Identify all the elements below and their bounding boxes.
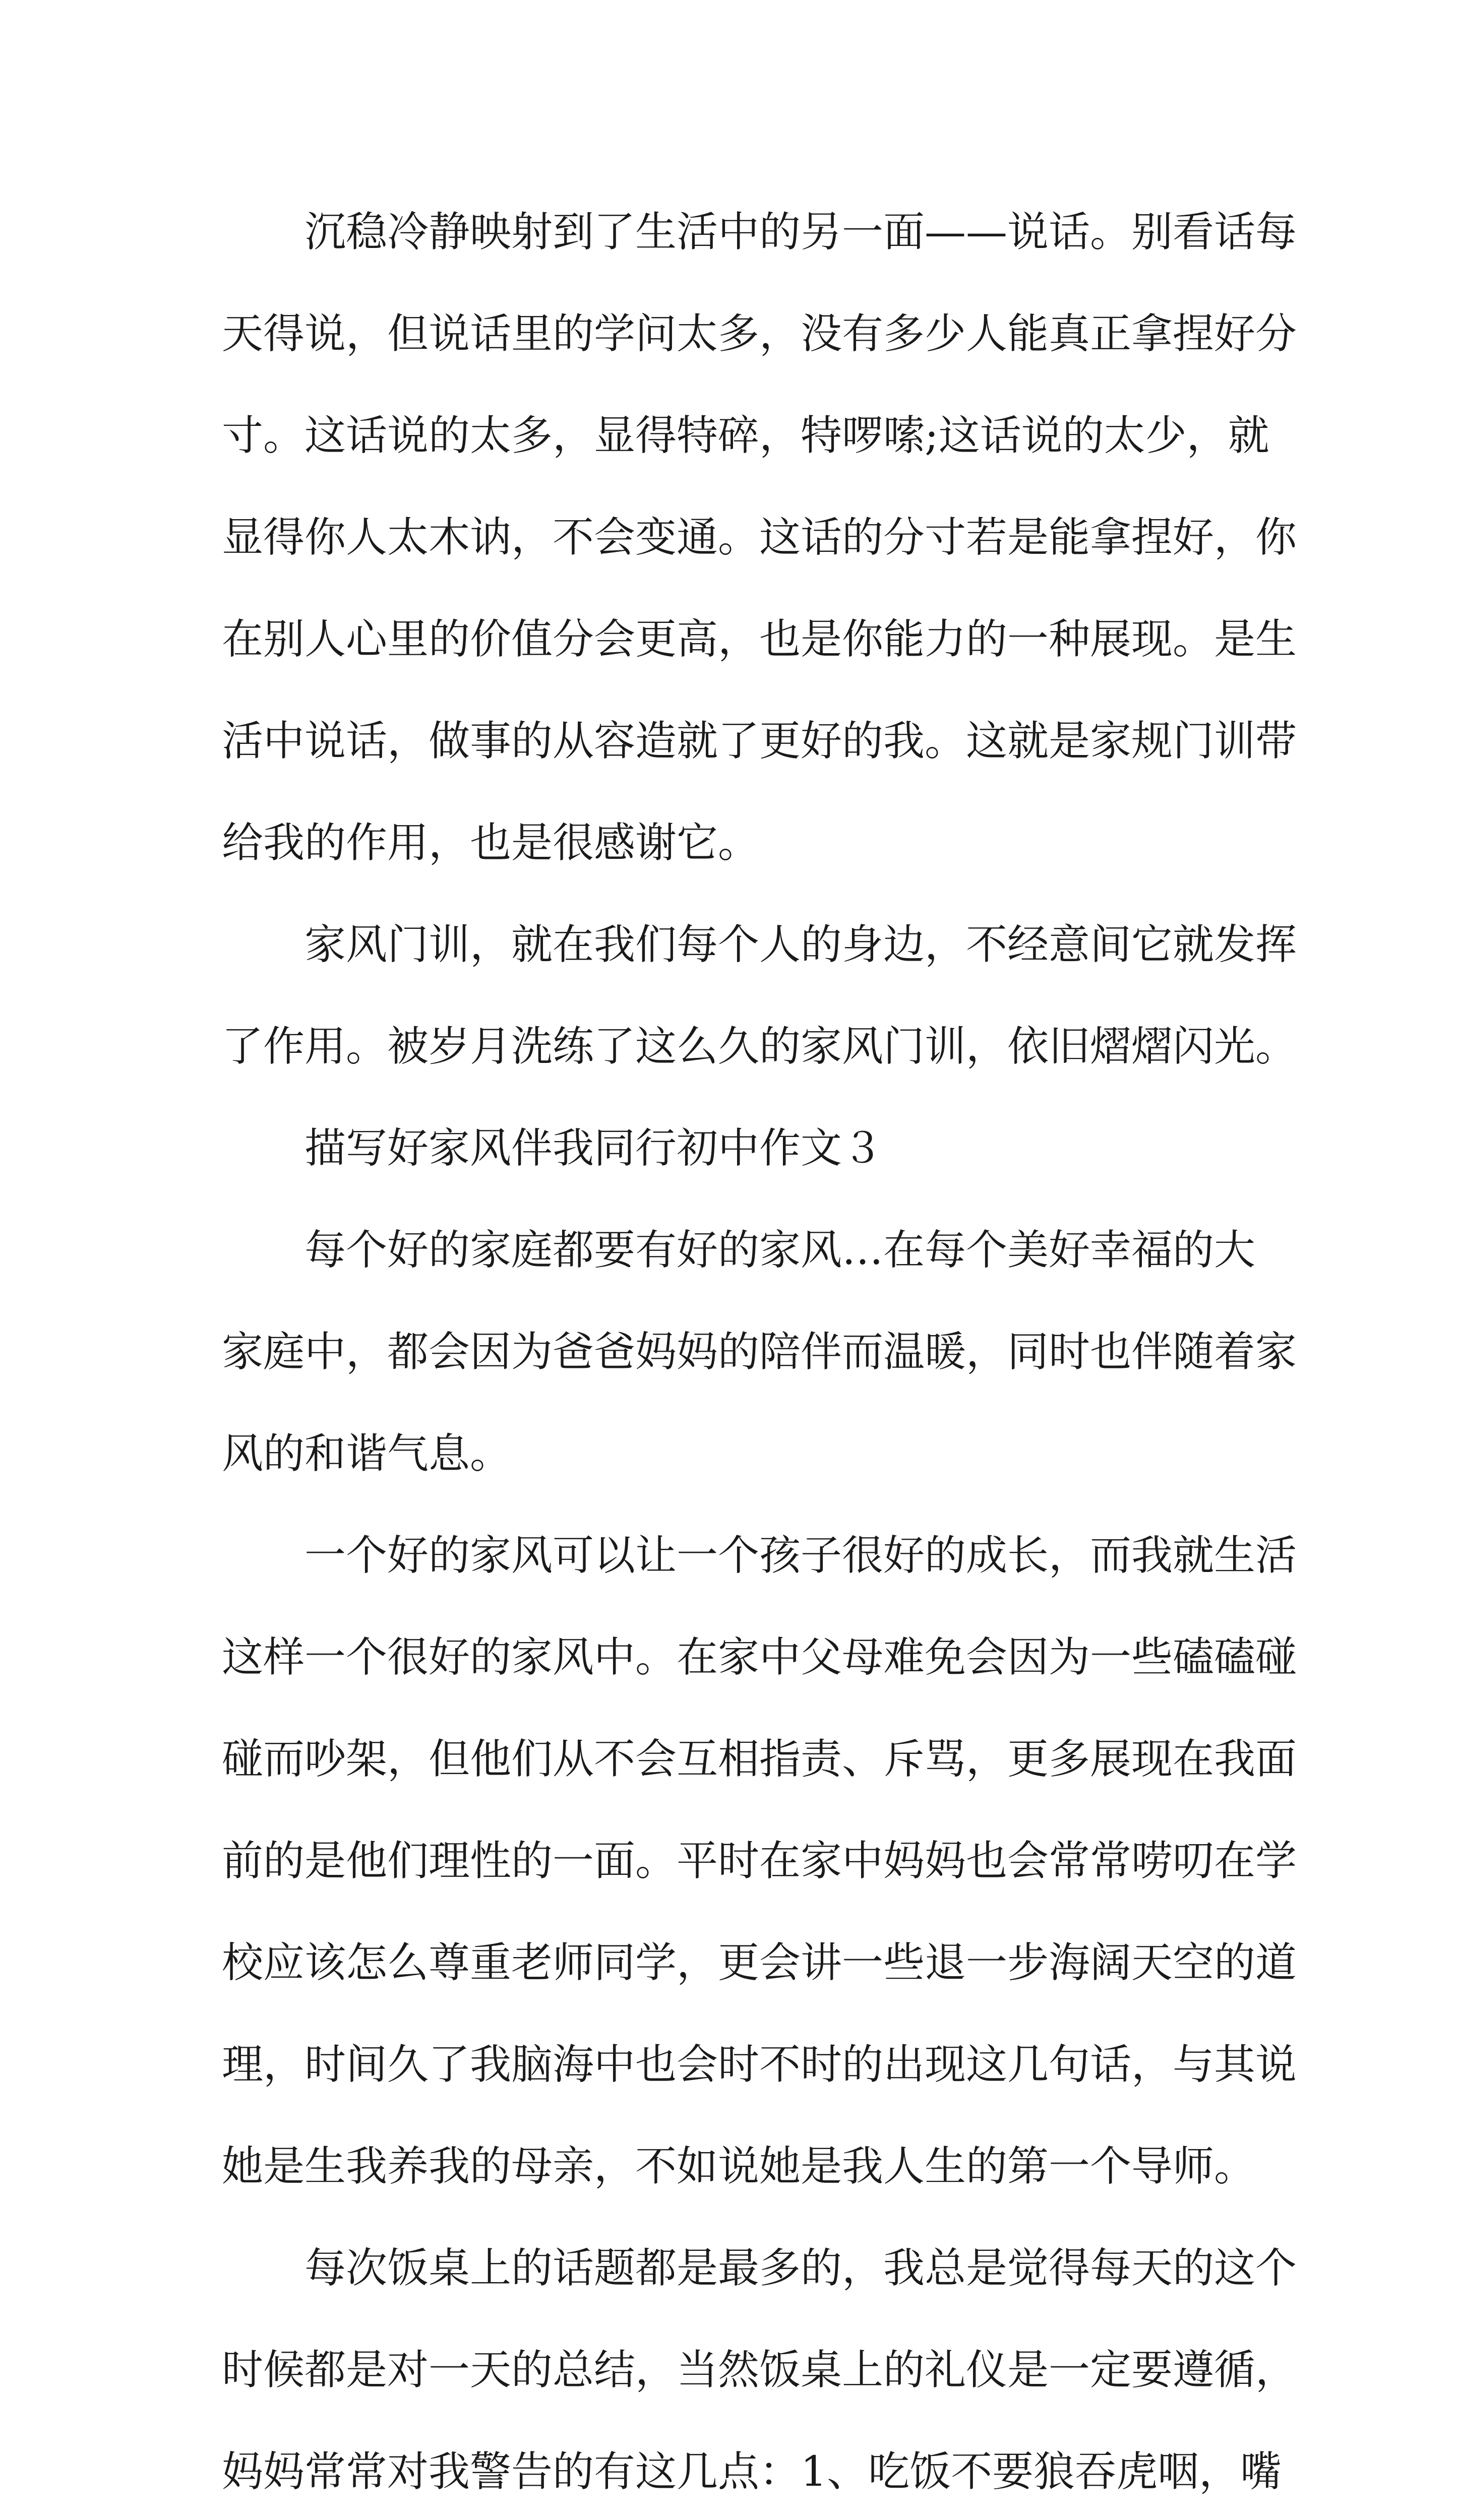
text-line: 风的和谐气息。 <box>222 1430 512 1478</box>
text-line: 家庭中，都会因为爸爸妈妈的陪伴而温暖，同时也伴随着家 <box>222 1328 1297 1376</box>
document-body <box>222 181 1297 2520</box>
text-line: 每次饭桌上的话题都是最多的，我总是觉得每天的这个 <box>305 2244 1297 2292</box>
text-line: 每个好的家庭都要有好的家风…在每个美好幸福的大 <box>305 1226 1256 1274</box>
text-line: 校应该怎么尊重老师同学，更会讲一些退一步海阔天空的道 <box>222 1939 1297 1987</box>
text-line: 理，时间久了我脑海中也会时不时的出现这几句话，与其说 <box>222 2041 1297 2089</box>
text-line: 显得你人太木讷，不会变通。这话的分寸若是能拿捏好，你 <box>222 514 1297 561</box>
text-line: 时候都是对一天的总结，当然饭桌上的礼仪是一定要遵循， <box>222 2346 1297 2394</box>
text-line: 碰而吵架，但他们从不会互相指责、斥骂，更多展现在我面 <box>222 1735 1297 1783</box>
text-line: 了作用。被岁月洗练了这么久的家风门训，依旧熠熠闪光。 <box>222 1023 1297 1070</box>
text-line: 一个好的家风可以让一个孩子很好的成长，而我就生活 <box>305 1532 1297 1580</box>
text-line: 她是生我养我的母亲，不如说她是我人生的第一个导师。 <box>222 2143 1256 2190</box>
text-line: 天得说，但说话里的学问太多，没有多少人能真正拿捏好分 <box>222 310 1297 358</box>
text-line: 沉稳冷静映射到了生活中的另一面——说话。别看话每 <box>305 208 1297 256</box>
text-line: 活中说话，做事的从容造就了更好的我。这就是家规门训带 <box>222 717 1297 765</box>
text-line: 在别人心里的价值分会更高，也是你能力的一种展现。是生 <box>222 615 1297 663</box>
text-line: 家风门训，就在我们每个人的身边，不经意间它就发挥 <box>305 921 1297 969</box>
text-line: 这样一个很好的家风中。在家中父母难免会因为一些磕磕碰 <box>222 1633 1297 1681</box>
text-line: 寸。这话说的太多，显得特碎，特啰嗦;这话说的太少，就 <box>222 412 1269 460</box>
section-heading: 描写好家风伴我同行初中作文３ <box>305 1124 884 1172</box>
text-line: 前的是他们理性的一面。平时在家中妈妈也会常常唠叨在学 <box>222 1837 1297 1885</box>
text-line: 给我的作用，也是很感谢它。 <box>222 819 760 867</box>
text-line: 妈妈常常对我警告的有这几点：1、吃饭不要狼吞虎咽，嘴 <box>222 2448 1282 2496</box>
